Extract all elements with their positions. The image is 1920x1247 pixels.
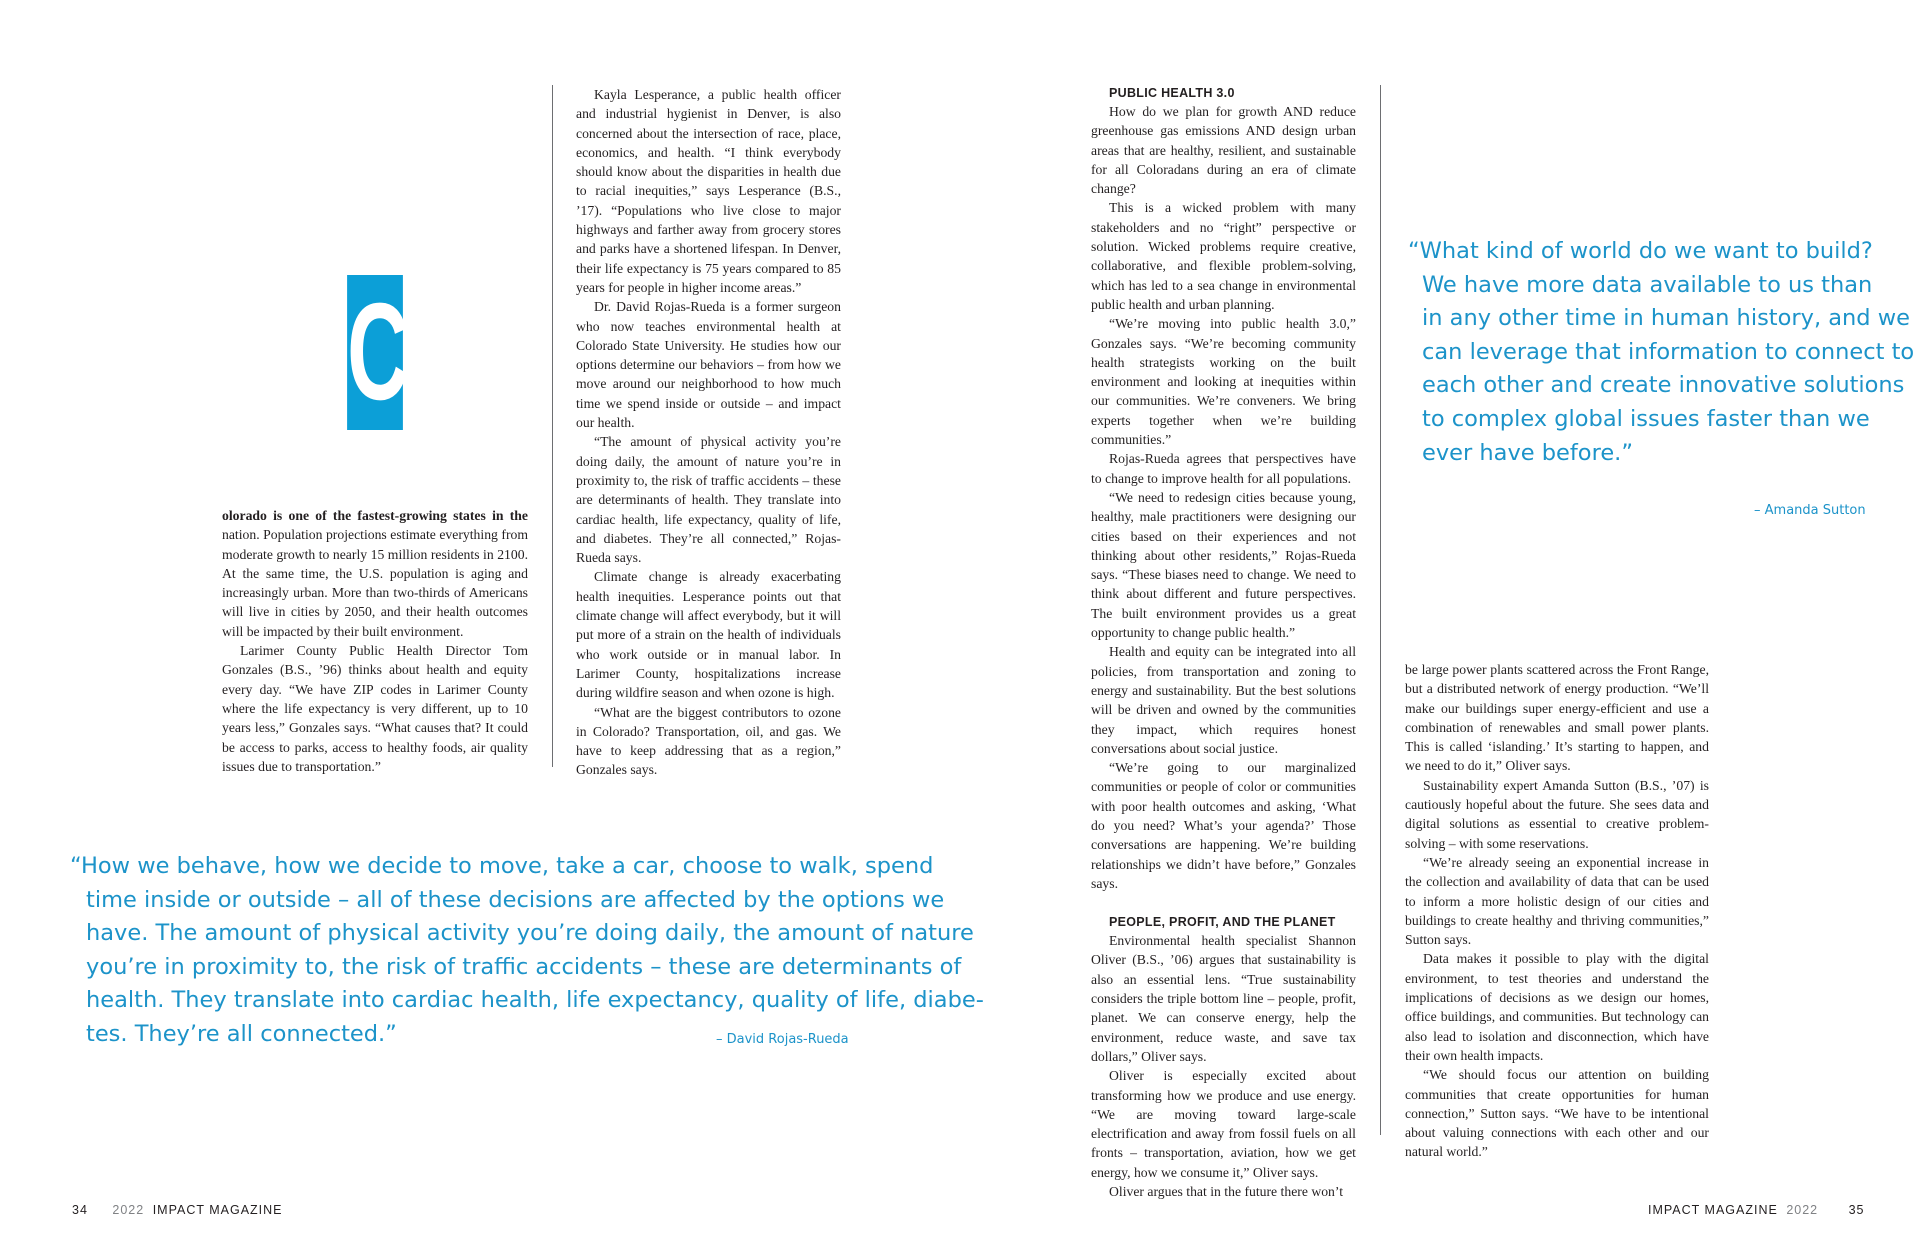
quote-line: can leverage that information to connect to [1422,338,1915,365]
col3-paragraph-6: Health and equity can be integrated into all policies, from transportation and zoning to energy and sustainability. But the best solutions will be driven and owned by the communities they impact, which requires honest conversations about social justice. [1091,644,1356,756]
column-4 [1405,660,1709,1162]
col3-paragraph-3: “We’re moving into public health 3.0,” Gonzales says. “We’re becoming community health strategists working on the built environment and looking at inequities within our communities. We’re conveners. We bring experts together when we’re building communities.” [1091,316,1356,448]
col2-paragraph-1: Kayla Lesperance, a public health officer and industrial hygienist in Denver, is also concerned about the intersection of race, place, economics, and health. “I think everybody should know about the disparities in health due to racial inequities,” says Lesperance (B.S., ’17). “Populations who live close to major highways and farther away from grocery stores and parks have a shortened lifespan. In Denver, their life expectancy is 75 years compared to 85 years for people in higher income areas.” [576,87,841,295]
col2-paragraph-5: “What are the biggest contributors to ozone in Colorado? Transportation, oil, and gas. We have to keep addressing that as a region,” Gonzales says. [576,704,841,778]
column-rule-1 [552,85,553,767]
col2-paragraph-4: Climate change is already exacerbating health inequities. Lesperance points out that climate change will affect everybody, but it will put more of a strain on the health of individuals who work outside or in manual labor. In Larimer County, hospitalizations increase during wildfire season and when ozone is high. [576,569,841,701]
page-number-right: 35 [1848,1203,1865,1217]
col4-paragraph-5: “We should focus our attention on building communities that create opportunities for human connection,” Sutton says. “We have to be intentional about valuing connections with each other and our natural world.” [1405,1067,1709,1160]
column-3 [1091,84,1356,1201]
footer-magazine-right: IMPACT MAGAZINE [1648,1203,1778,1217]
quote-line: tes. They’re all connected.” [86,1020,397,1047]
col1-paragraph-2: Larimer County Public Health Director Tom Gonzales (B.S., ’96) thinks about health and equity every day. “We have ZIP codes in Larimer County where the life expectancy is very different, up to 10 years less,” Gonzales says. “What causes that? It could be access to parks, access to healthy foods, air quality issues due to transportation.” [222,643,528,774]
section-heading-public-health: PUBLIC HEALTH 3.0 [1109,86,1235,100]
section-heading-people-profit: PEOPLE, PROFIT, AND THE PLANET [1109,915,1336,930]
col4-paragraph-3: “We’re already seeing an exponential increase in the collection and availability of data that can be used to inform a more holistic design of our cities and buildings to create healthy and thriving communities,” Sutton says. [1405,854,1709,948]
quote-line: “How we behave, how we decide to move, take a car, choose to walk, spend [70,853,934,879]
lead-in: olorado is one of the fastest-growing states in the [222,508,528,523]
col3-paragraph-2: This is a wicked problem with many stakeholders and no “right” perspective or solution. Wicked problems require creative, collaborative, and flexible problem-solving, which has led to a sea change in environmental public health and urban planning. [1091,200,1356,312]
quote-line: time inside or outside – all of these decisions are affected by the options we [86,886,945,913]
column-2 [576,85,841,780]
col1-p1-text: nation. Population projections estimate everything from moderate growth to nearly 15 million residents in 2100. At the same time, the U.S. population is aging and increasingly urban. More than two-thirds of Americans will live in cities by 2050, and their health outcomes will be impacted by their built environment. [222,527,528,639]
col3-paragraph-8: Environmental health specialist Shannon Oliver (B.S., ’06) argues that sustainability is also an essential lens. “True sustainability considers the triple bottom line – people, profit, planet. We can conserve energy, help the environment, reduce waste, and save tax dollars,” Oliver says. [1091,933,1356,1064]
page-number-left: 34 [72,1203,88,1217]
col1-paragraph-1 [222,506,528,641]
column-1 [222,506,528,776]
quote-line: you’re in proximity to, the risk of traffic accidents – these are determinants of [86,953,962,980]
quote-line: to complex global issues faster than we [1422,405,1870,432]
col3-paragraph-7: “We’re going to our marginalized communities or people of color or communities with poor health outcomes and asking, ‘What do you need? What’s your agenda?’ Those conversations are happening. We’re building relationships we didn’t have before,” Gonzales says. [1091,760,1356,891]
col3-paragraph-4: Rojas-Rueda agrees that perspectives have to change to improve health for all populations. [1091,451,1356,486]
col2-paragraph-3: “The amount of physical activity you’re doing daily, the amount of nature you’re in proximity to, the risk of traffic accidents – these are determinants of health. They translate into cardiac health, life expectancy, quality of life, and diabetes. They’re all connected,” Rojas-Rueda says. [576,434,841,566]
quote-line: in any other time in human history, and we [1422,305,1910,332]
footer-left [72,1203,283,1217]
col3-paragraph-1: How do we plan for growth AND reduce greenhouse gas emissions AND design urban areas that are healthy, resilient, and sustainable for all Coloradans during an era of climate change? [1091,104,1356,197]
quote-attribution-left: – David Rojas-Rueda [716,1032,849,1047]
col3-paragraph-9: Oliver is especially excited about transforming how we produce and use energy. “We are moving toward large-scale electrification and away from fossil fuels on all fronts – transportation, aviation, how we get energy, how we consume it,” Oliver says. [1091,1068,1356,1180]
pull-quote-left [70,850,984,1052]
col3-paragraph-5: “We need to redesign cities because young, healthy, male practitioners were designing our cities based on their experiences and not thinking about other residents,” Rojas-Rueda says. “These biases need to change. We need to think about different and future perspectives. The built environment provides us a great opportunity to change public health.” [1091,489,1356,641]
footer-magazine-left: IMPACT MAGAZINE [152,1203,283,1217]
drop-cap: C [347,275,409,429]
footer-year-left: 2022 [112,1203,145,1217]
col4-paragraph-2: Sustainability expert Amanda Sutton (B.S., ’07) is cautiously hopeful about the future. She sees data and digital solutions as essential to creative problem-solving – with some reservations. [1405,777,1709,851]
quote-line: have. The amount of physical activity you’re doing daily, the amount of nature [86,920,974,947]
footer-right [1648,1203,1865,1217]
pull-quote-right [1408,235,1914,470]
col4-paragraph-4: Data makes it possible to play with the digital environment, to test theories and understand the implications of decisions as we design our homes, office buildings, and communities. But technology can also lead to isolation and disconnection, which have their own health impacts. [1405,951,1709,1063]
col2-paragraph-2: Dr. David Rojas-Rueda is a former surgeon who now teaches environmental health at Colorado State University. He studies how our options determine our behaviors – from how we move around our neighborhood to how much time we spend inside or outside – and impact our health. [576,299,841,431]
quote-line: We have more data available to us than [1422,271,1873,298]
col3-paragraph-10: Oliver argues that in the future there won’t [1109,1184,1344,1200]
column-rule-2 [1380,85,1381,1135]
quote-line: ever have before.” [1422,439,1633,466]
quote-line: “What kind of world do we want to build? [1408,238,1873,264]
col4-paragraph-1: be large power plants scattered across the Front Range, but a distributed network of energy production. “We’ll make our buildings super energy-efficient and use a combination of renewables and small power plants. This is called ‘islanding.’ It’s starting to happen, and we need to do it,” Oliver says. [1405,662,1709,774]
quote-attribution-right: – Amanda Sutton [1754,503,1866,518]
quote-line: each other and create innovative solutions [1422,372,1905,399]
footer-year-right: 2022 [1786,1203,1819,1217]
quote-line: health. They translate into cardiac health, life expectancy, quality of life, diabe- [86,987,984,1014]
